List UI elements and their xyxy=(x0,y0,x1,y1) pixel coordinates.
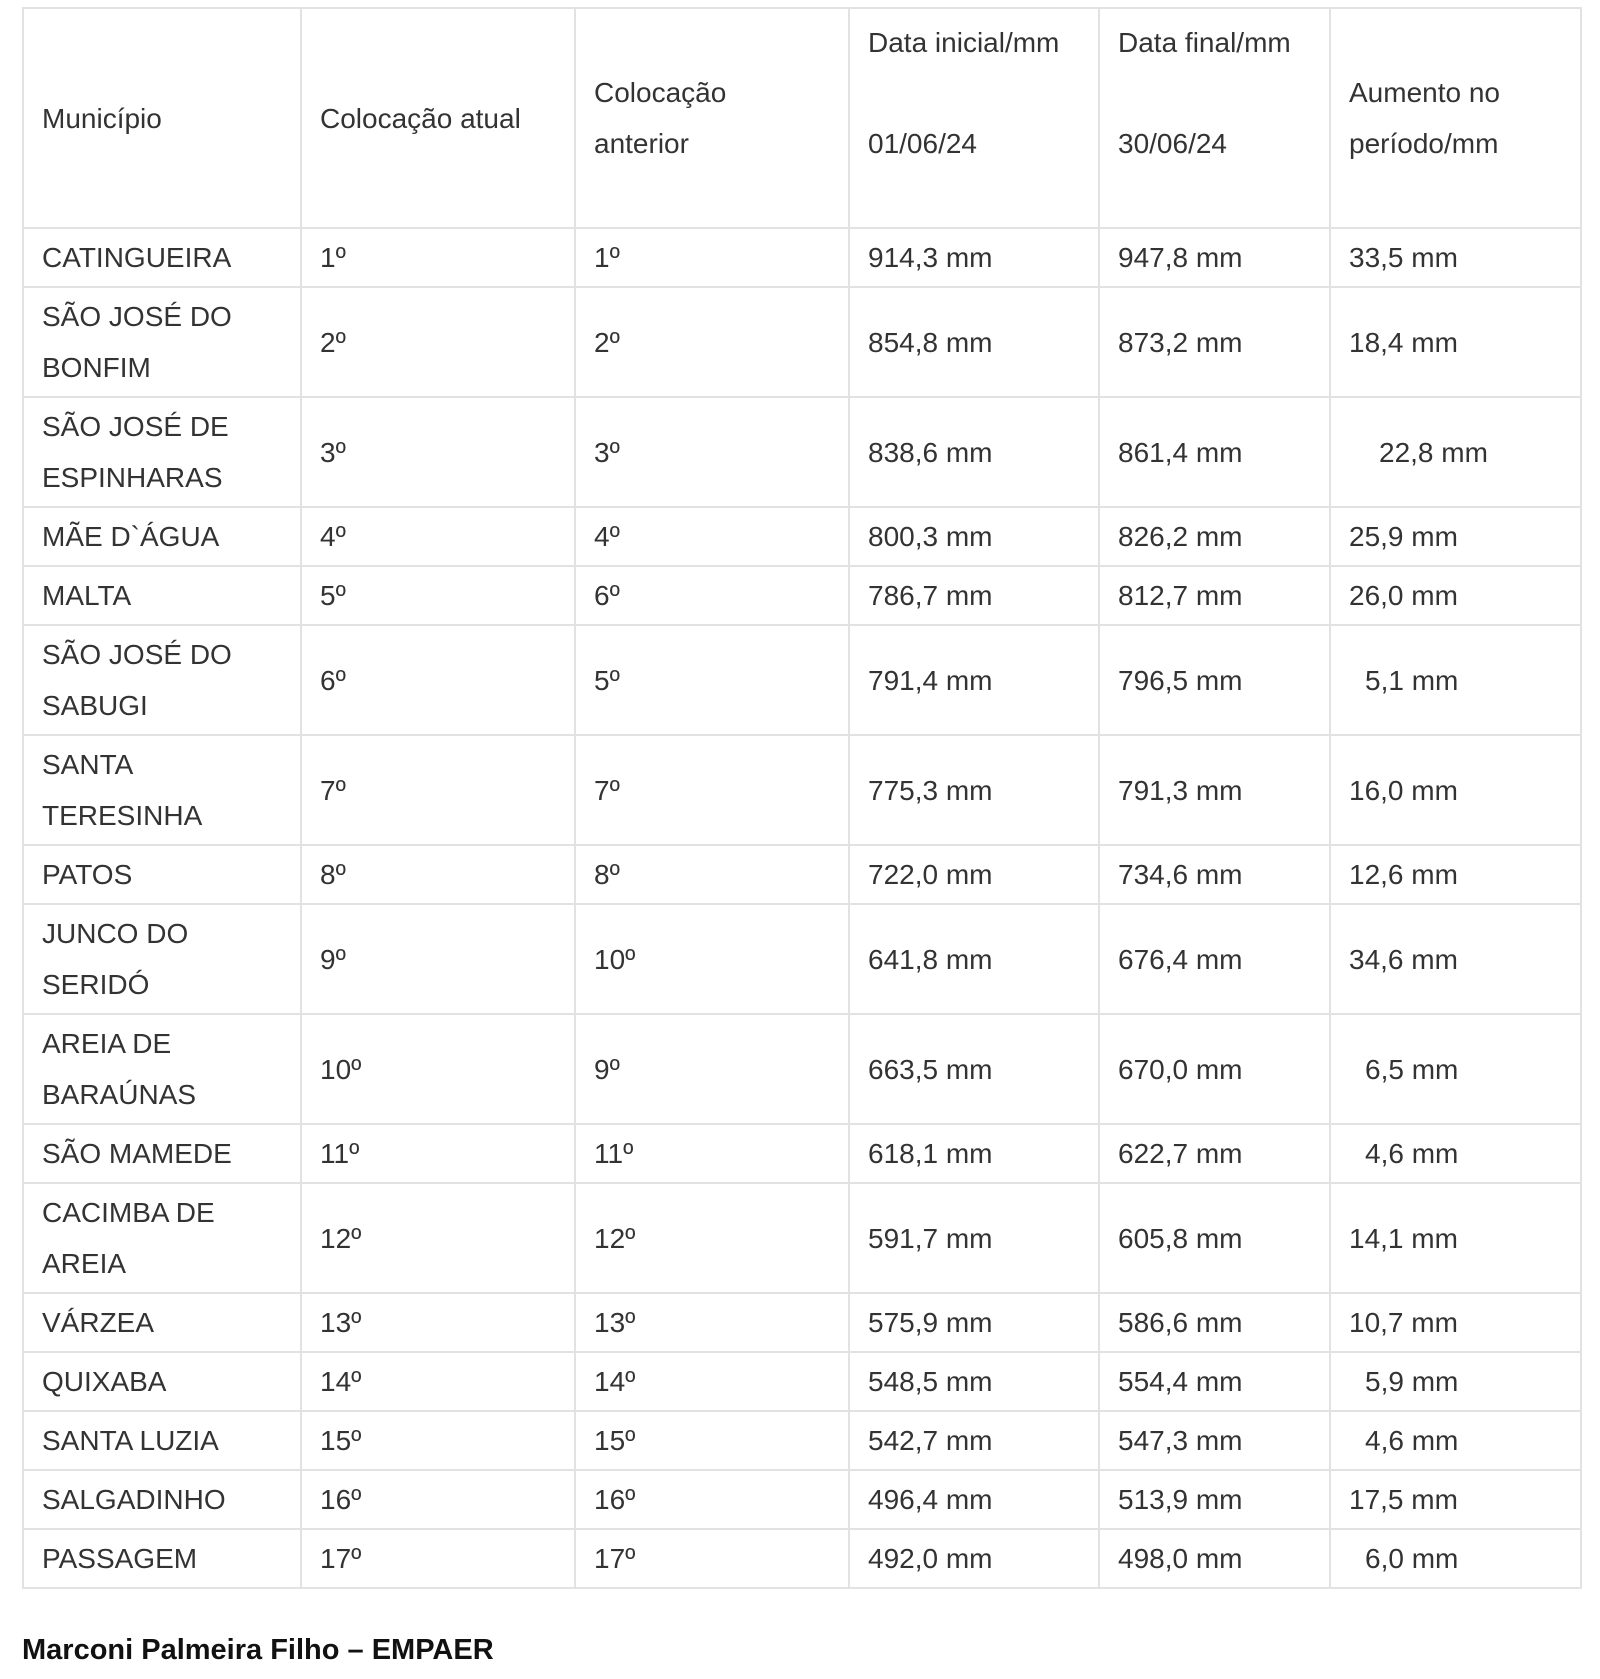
cell-municipio: SÃO JOSÉ DO BONFIM xyxy=(23,287,301,397)
cell-data-final: 670,0 mm xyxy=(1099,1014,1330,1124)
cell-colocacao-atual: 2º xyxy=(301,287,575,397)
cell-municipio: SÃO MAMEDE xyxy=(23,1124,301,1183)
cell-municipio: CACIMBA DE AREIA xyxy=(23,1183,301,1293)
rainfall-table-container xyxy=(22,7,1580,1589)
table-header xyxy=(23,8,1581,228)
table-row xyxy=(23,1124,1581,1183)
table-row xyxy=(23,845,1581,904)
table-row xyxy=(23,1183,1581,1293)
cell-colocacao-anterior: 8º xyxy=(575,845,849,904)
cell-aumento: 4,6 mm xyxy=(1330,1124,1581,1183)
cell-colocacao-atual: 17º xyxy=(301,1529,575,1588)
cell-colocacao-anterior: 3º xyxy=(575,397,849,507)
cell-colocacao-anterior: 4º xyxy=(575,507,849,566)
table-row xyxy=(23,735,1581,845)
table-row xyxy=(23,1529,1581,1588)
cell-data-inicial: 800,3 mm xyxy=(849,507,1099,566)
cell-aumento: 22,8 mm xyxy=(1330,397,1581,507)
cell-aumento: 10,7 mm xyxy=(1330,1293,1581,1352)
cell-data-final: 547,3 mm xyxy=(1099,1411,1330,1470)
cell-municipio: SÃO JOSÉ DE ESPINHARAS xyxy=(23,397,301,507)
cell-colocacao-anterior: 12º xyxy=(575,1183,849,1293)
header-row xyxy=(23,8,1581,228)
cell-colocacao-atual: 9º xyxy=(301,904,575,1014)
cell-aumento: 33,5 mm xyxy=(1330,228,1581,287)
cell-data-inicial: 791,4 mm xyxy=(849,625,1099,735)
cell-aumento: 34,6 mm xyxy=(1330,904,1581,1014)
cell-data-final: 873,2 mm xyxy=(1099,287,1330,397)
cell-aumento: 5,1 mm xyxy=(1330,625,1581,735)
cell-aumento: 26,0 mm xyxy=(1330,566,1581,625)
cell-municipio: SALGADINHO xyxy=(23,1470,301,1529)
cell-data-inicial: 618,1 mm xyxy=(849,1124,1099,1183)
cell-colocacao-anterior: 16º xyxy=(575,1470,849,1529)
cell-aumento: 4,6 mm xyxy=(1330,1411,1581,1470)
cell-data-inicial: 914,3 mm xyxy=(849,228,1099,287)
cell-municipio: MÃE D`ÁGUA xyxy=(23,507,301,566)
cell-data-inicial: 548,5 mm xyxy=(849,1352,1099,1411)
cell-data-inicial: 575,9 mm xyxy=(849,1293,1099,1352)
cell-colocacao-atual: 3º xyxy=(301,397,575,507)
header-data-final-date: 30/06/24 xyxy=(1118,128,1227,159)
cell-colocacao-atual: 1º xyxy=(301,228,575,287)
cell-data-final: 791,3 mm xyxy=(1099,735,1330,845)
header-colocacao-anterior: Colocação anterior xyxy=(575,8,849,228)
cell-data-inicial: 786,7 mm xyxy=(849,566,1099,625)
cell-data-inicial: 722,0 mm xyxy=(849,845,1099,904)
cell-colocacao-anterior: 2º xyxy=(575,287,849,397)
header-data-final-label: Data final/mm xyxy=(1118,27,1291,58)
cell-municipio: MALTA xyxy=(23,566,301,625)
cell-colocacao-anterior: 15º xyxy=(575,1411,849,1470)
table-row xyxy=(23,904,1581,1014)
cell-colocacao-anterior: 17º xyxy=(575,1529,849,1588)
cell-aumento: 17,5 mm xyxy=(1330,1470,1581,1529)
cell-data-final: 586,6 mm xyxy=(1099,1293,1330,1352)
cell-data-final: 947,8 mm xyxy=(1099,228,1330,287)
cell-colocacao-atual: 10º xyxy=(301,1014,575,1124)
cell-municipio: PATOS xyxy=(23,845,301,904)
cell-colocacao-anterior: 6º xyxy=(575,566,849,625)
cell-data-final: 498,0 mm xyxy=(1099,1529,1330,1588)
cell-aumento: 14,1 mm xyxy=(1330,1183,1581,1293)
cell-data-final: 826,2 mm xyxy=(1099,507,1330,566)
cell-aumento: 6,0 mm xyxy=(1330,1529,1581,1588)
cell-municipio: CATINGUEIRA xyxy=(23,228,301,287)
rainfall-table xyxy=(22,7,1582,1589)
cell-data-inicial: 854,8 mm xyxy=(849,287,1099,397)
cell-data-inicial: 663,5 mm xyxy=(849,1014,1099,1124)
cell-colocacao-atual: 5º xyxy=(301,566,575,625)
cell-colocacao-atual: 16º xyxy=(301,1470,575,1529)
cell-municipio: AREIA DE BARAÚNAS xyxy=(23,1014,301,1124)
cell-aumento: 5,9 mm xyxy=(1330,1352,1581,1411)
cell-colocacao-anterior: 9º xyxy=(575,1014,849,1124)
cell-data-final: 622,7 mm xyxy=(1099,1124,1330,1183)
cell-data-final: 513,9 mm xyxy=(1099,1470,1330,1529)
header-aumento: Aumento no período/mm xyxy=(1330,8,1581,228)
table-row xyxy=(23,1411,1581,1470)
cell-aumento: 25,9 mm xyxy=(1330,507,1581,566)
table-row xyxy=(23,1470,1581,1529)
cell-municipio: JUNCO DO SERIDÓ xyxy=(23,904,301,1014)
cell-data-final: 734,6 mm xyxy=(1099,845,1330,904)
header-data-inicial-date: 01/06/24 xyxy=(868,128,977,159)
cell-municipio: SANTA TERESINHA xyxy=(23,735,301,845)
cell-data-final: 812,7 mm xyxy=(1099,566,1330,625)
cell-colocacao-atual: 13º xyxy=(301,1293,575,1352)
cell-data-final: 796,5 mm xyxy=(1099,625,1330,735)
cell-data-final: 676,4 mm xyxy=(1099,904,1330,1014)
cell-municipio: QUIXABA xyxy=(23,1352,301,1411)
table-row xyxy=(23,1352,1581,1411)
cell-aumento: 6,5 mm xyxy=(1330,1014,1581,1124)
cell-colocacao-anterior: 5º xyxy=(575,625,849,735)
cell-aumento: 18,4 mm xyxy=(1330,287,1581,397)
cell-colocacao-atual: 4º xyxy=(301,507,575,566)
table-row xyxy=(23,625,1581,735)
cell-municipio: SÃO JOSÉ DO SABUGI xyxy=(23,625,301,735)
cell-data-inicial: 641,8 mm xyxy=(849,904,1099,1014)
header-data-inicial xyxy=(849,8,1099,228)
table-row xyxy=(23,228,1581,287)
cell-colocacao-atual: 6º xyxy=(301,625,575,735)
cell-municipio: SANTA LUZIA xyxy=(23,1411,301,1470)
table-body xyxy=(23,228,1581,1588)
cell-municipio: PASSAGEM xyxy=(23,1529,301,1588)
cell-data-inicial: 775,3 mm xyxy=(849,735,1099,845)
cell-colocacao-atual: 8º xyxy=(301,845,575,904)
header-data-final xyxy=(1099,8,1330,228)
header-municipio: Município xyxy=(23,8,301,228)
cell-municipio: VÁRZEA xyxy=(23,1293,301,1352)
table-row xyxy=(23,287,1581,397)
cell-data-inicial: 591,7 mm xyxy=(849,1183,1099,1293)
table-row xyxy=(23,507,1581,566)
photo-credit: Marconi Palmeira Filho – EMPAER xyxy=(22,1634,494,1666)
table-row xyxy=(23,566,1581,625)
cell-colocacao-atual: 15º xyxy=(301,1411,575,1470)
cell-colocacao-anterior: 14º xyxy=(575,1352,849,1411)
header-colocacao-atual: Colocação atual xyxy=(301,8,575,228)
cell-data-inicial: 542,7 mm xyxy=(849,1411,1099,1470)
header-data-inicial-label: Data inicial/mm xyxy=(868,27,1060,58)
cell-colocacao-atual: 14º xyxy=(301,1352,575,1411)
cell-colocacao-atual: 11º xyxy=(301,1124,575,1183)
table-row xyxy=(23,1014,1581,1124)
cell-colocacao-atual: 7º xyxy=(301,735,575,845)
cell-data-final: 861,4 mm xyxy=(1099,397,1330,507)
cell-data-inicial: 496,4 mm xyxy=(849,1470,1099,1529)
cell-colocacao-anterior: 10º xyxy=(575,904,849,1014)
table-row xyxy=(23,397,1581,507)
cell-data-final: 554,4 mm xyxy=(1099,1352,1330,1411)
cell-aumento: 12,6 mm xyxy=(1330,845,1581,904)
cell-colocacao-anterior: 1º xyxy=(575,228,849,287)
cell-data-final: 605,8 mm xyxy=(1099,1183,1330,1293)
cell-colocacao-anterior: 7º xyxy=(575,735,849,845)
cell-colocacao-anterior: 13º xyxy=(575,1293,849,1352)
cell-colocacao-anterior: 11º xyxy=(575,1124,849,1183)
cell-colocacao-atual: 12º xyxy=(301,1183,575,1293)
cell-data-inicial: 492,0 mm xyxy=(849,1529,1099,1588)
cell-data-inicial: 838,6 mm xyxy=(849,397,1099,507)
cell-aumento: 16,0 mm xyxy=(1330,735,1581,845)
table-row xyxy=(23,1293,1581,1352)
